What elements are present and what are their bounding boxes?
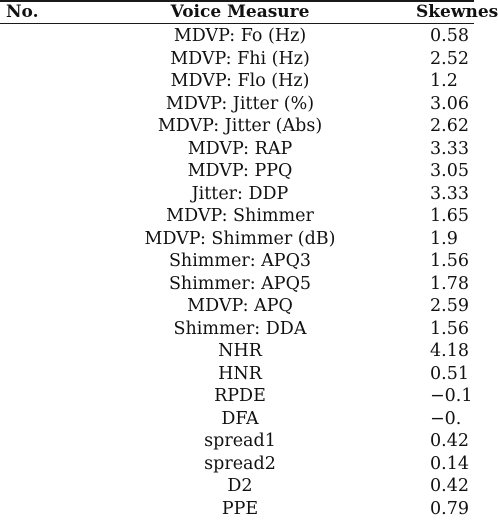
cell-skewness: 3.33 [430,183,469,206]
table-row [0,160,474,183]
cell-voice-measure: MDVP: Shimmer [120,205,360,228]
cell-voice-measure: MDVP: Fhi (Hz) [120,48,360,71]
cell-skewness: 0.58 [430,25,469,48]
cell-voice-measure: MDVP: Jitter (Abs) [120,115,360,138]
table-row [0,250,474,273]
cell-skewness: 0.79 [430,498,469,520]
table-row [0,273,474,296]
cell-voice-measure: spread1 [120,430,360,453]
table-row [0,318,474,341]
table-row [0,453,474,476]
cell-skewness: 0.14 [430,453,469,476]
table-row [0,93,474,116]
table-row [0,363,474,386]
cell-voice-measure: Shimmer: DDA [120,318,360,341]
cell-skewness: 0.42 [430,475,469,498]
cell-voice-measure: MDVP: Shimmer (dB) [120,228,360,251]
table-row [0,205,474,228]
cell-skewness: 2.59 [430,295,469,318]
cell-voice-measure: HNR [120,363,360,386]
cell-skewness: 4.18 [430,340,469,363]
table-row [0,295,474,318]
cell-voice-measure: MDVP: RAP [120,138,360,161]
header-skewness: Skewnes [416,2,498,23]
table-row [0,385,474,408]
cell-voice-measure: Jitter: DDP [120,183,360,206]
table-row [0,498,474,520]
cell-voice-measure: spread2 [120,453,360,476]
cell-voice-measure: DFA [120,408,360,431]
cell-voice-measure: NHR [120,340,360,363]
cell-skewness: 1.56 [430,318,469,341]
table-row [0,228,474,251]
cell-skewness: 2.52 [430,48,469,71]
cell-voice-measure: PPE [120,498,360,520]
cell-skewness: 3.33 [430,138,469,161]
table-row [0,408,474,431]
cell-skewness: 3.05 [430,160,469,183]
cell-voice-measure: MDVP: PPQ [120,160,360,183]
table-row [0,340,474,363]
cell-voice-measure: MDVP: APQ [120,295,360,318]
cell-skewness: 1.56 [430,250,469,273]
table-row [0,475,474,498]
table-row [0,183,474,206]
cell-skewness: 2.62 [430,115,469,138]
cell-skewness: 1.2 [430,70,458,93]
cell-skewness: −0. [430,408,461,431]
table-body [0,25,474,520]
table-header [0,2,474,23]
cell-skewness: 0.42 [430,430,469,453]
table-row [0,70,474,93]
table-row [0,138,474,161]
cell-skewness: 1.65 [430,205,469,228]
cell-skewness: 3.06 [430,93,469,116]
table-row [0,25,474,48]
cell-voice-measure: Shimmer: APQ3 [120,250,360,273]
cell-skewness: 1.78 [430,273,469,296]
header-voice-measure: Voice Measure [140,2,340,23]
table-row [0,48,474,71]
cell-voice-measure: MDVP: Fo (Hz) [120,25,360,48]
cell-voice-measure: D2 [120,475,360,498]
table-row [0,115,474,138]
cell-voice-measure: RPDE [120,385,360,408]
header-rule [0,23,474,24]
cell-skewness: −0.1 [430,385,473,408]
cell-skewness: 1.9 [430,228,458,251]
cell-skewness: 0.51 [430,363,469,386]
table-row [0,430,474,453]
cell-voice-measure: Shimmer: APQ5 [120,273,360,296]
cell-voice-measure: MDVP: Flo (Hz) [120,70,360,93]
cell-voice-measure: MDVP: Jitter (%) [120,93,360,116]
header-no: No. [6,2,39,23]
